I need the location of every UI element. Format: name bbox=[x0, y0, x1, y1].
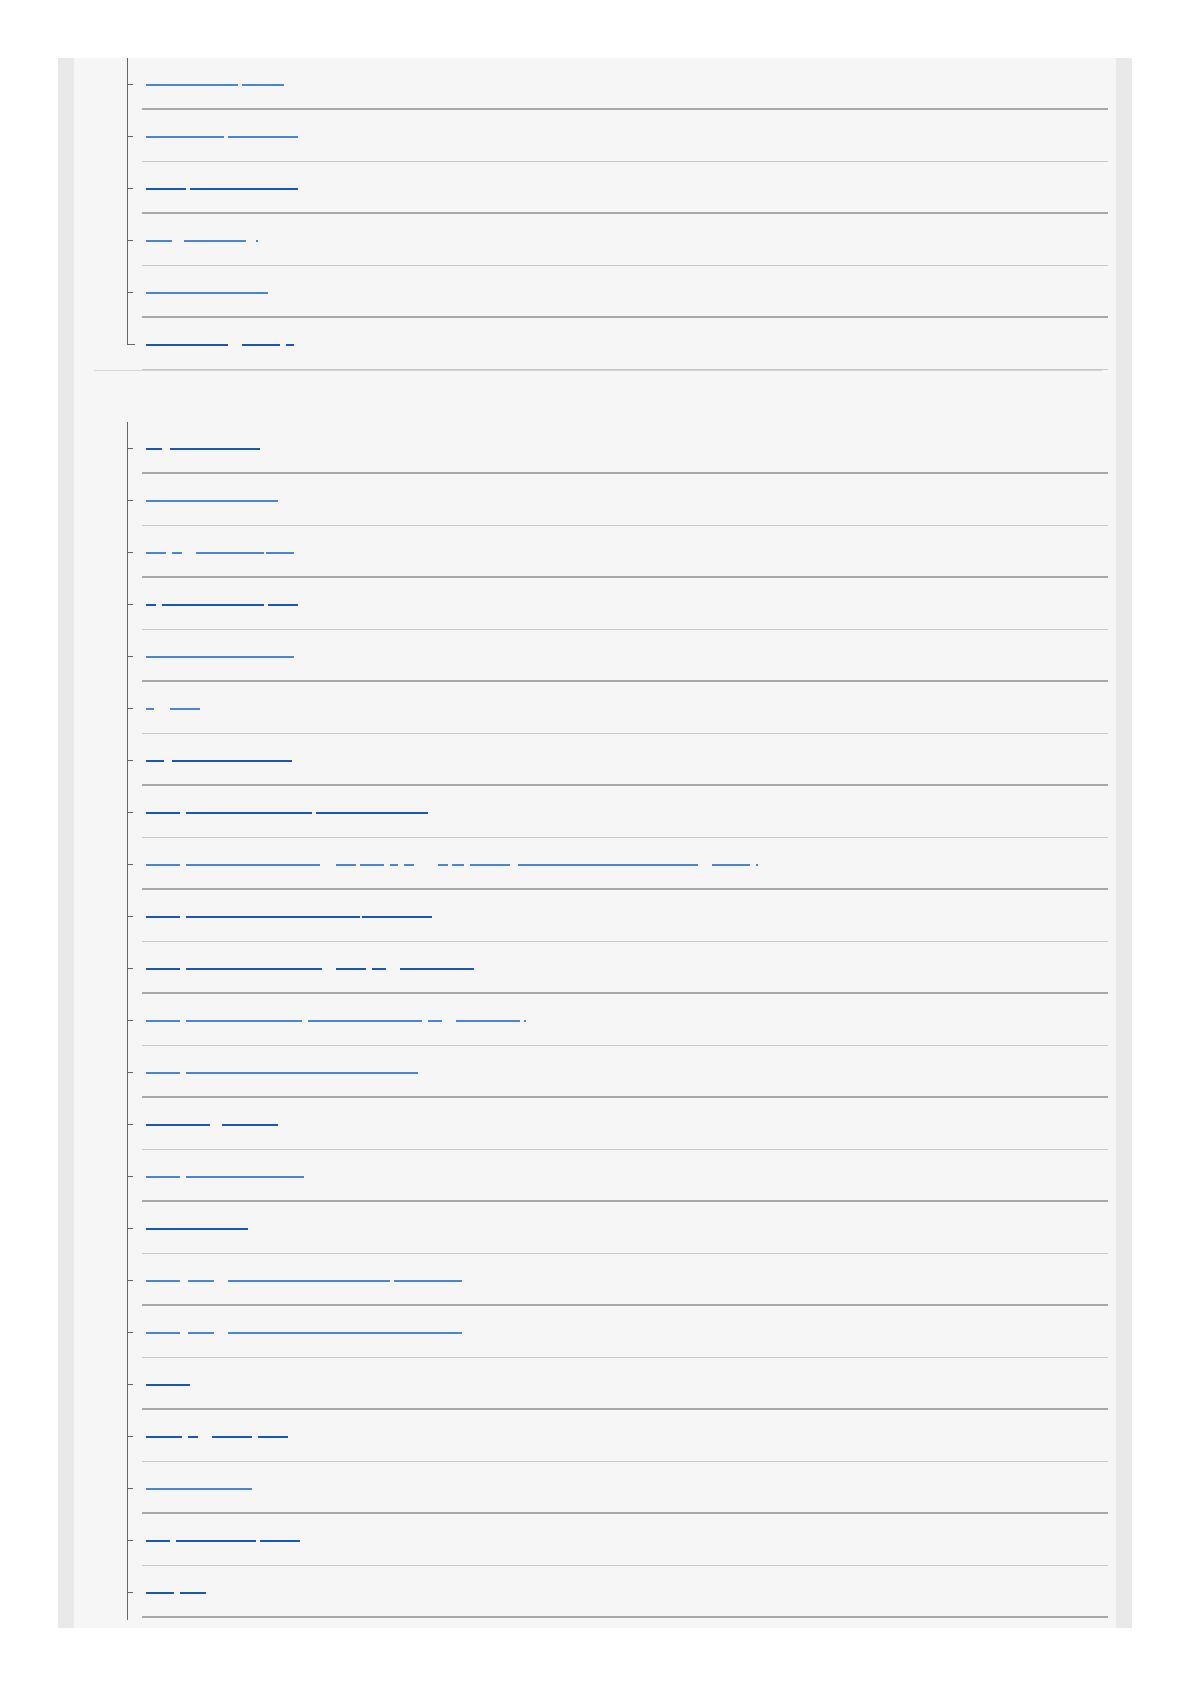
link-underline-segment bbox=[146, 1228, 248, 1230]
toc-item[interactable] bbox=[74, 682, 1116, 734]
toc-panel bbox=[74, 58, 1116, 1628]
toc-item[interactable] bbox=[74, 630, 1116, 682]
link-underline-segment bbox=[188, 1332, 214, 1334]
link-underline-segment bbox=[172, 760, 292, 762]
toc-item[interactable] bbox=[74, 1150, 1116, 1202]
link-underline-segment bbox=[452, 864, 464, 866]
link-underline-segment bbox=[400, 968, 474, 970]
link-underline-segment bbox=[360, 864, 384, 866]
link-underline-segment bbox=[228, 136, 298, 138]
toc-item[interactable] bbox=[74, 526, 1116, 578]
toc-item[interactable] bbox=[74, 266, 1116, 318]
link-underline-segment bbox=[146, 1488, 252, 1490]
toc-item[interactable] bbox=[74, 578, 1116, 630]
link-underline-segment bbox=[146, 812, 180, 814]
link-underline-segment bbox=[316, 812, 428, 814]
tree-branch bbox=[127, 604, 133, 605]
link-underline-segment bbox=[172, 552, 182, 554]
toc-item[interactable] bbox=[74, 422, 1116, 474]
toc-item[interactable] bbox=[74, 58, 1116, 110]
link-underline-segment bbox=[266, 552, 294, 554]
link-underline-segment bbox=[336, 864, 356, 866]
link-underline-segment bbox=[146, 708, 154, 710]
link-underline-segment bbox=[146, 1072, 180, 1074]
link-underline-segment bbox=[256, 240, 258, 242]
toc-item[interactable] bbox=[74, 942, 1116, 994]
tree-branch bbox=[127, 136, 133, 137]
link-underline-segment bbox=[258, 1436, 288, 1438]
link-underline-segment bbox=[146, 1436, 182, 1438]
link-underline-segment bbox=[146, 656, 294, 658]
link-underline-segment bbox=[456, 1020, 520, 1022]
tree-branch bbox=[127, 84, 133, 85]
link-underline-segment bbox=[186, 1072, 418, 1074]
link-underline-segment bbox=[438, 864, 448, 866]
toc-item[interactable] bbox=[74, 1306, 1116, 1358]
tree-branch bbox=[127, 1384, 133, 1385]
link-underline-segment bbox=[146, 136, 224, 138]
toc-item[interactable] bbox=[74, 994, 1116, 1046]
toc-item[interactable] bbox=[74, 1410, 1116, 1462]
toc-item[interactable] bbox=[74, 1046, 1116, 1098]
toc-item[interactable] bbox=[74, 786, 1116, 838]
link-underline-segment bbox=[146, 968, 180, 970]
link-underline-segment bbox=[186, 968, 322, 970]
toc-item[interactable] bbox=[74, 162, 1116, 214]
tree-branch bbox=[127, 1488, 133, 1489]
toc-item[interactable] bbox=[74, 474, 1116, 526]
tree-branch bbox=[127, 1072, 133, 1073]
link-underline-segment bbox=[146, 916, 180, 918]
toc-item[interactable] bbox=[74, 1462, 1116, 1514]
link-underline-segment bbox=[362, 916, 432, 918]
link-underline-segment bbox=[162, 604, 264, 606]
tree-branch bbox=[127, 708, 133, 709]
link-underline-segment bbox=[186, 916, 360, 918]
tree-branch bbox=[127, 188, 133, 189]
link-underline-segment bbox=[180, 1592, 206, 1594]
toc-item[interactable] bbox=[74, 214, 1116, 266]
link-underline-segment bbox=[228, 1280, 390, 1282]
link-underline-segment bbox=[146, 188, 186, 190]
link-underline-segment bbox=[390, 864, 398, 866]
toc-item[interactable] bbox=[74, 318, 1116, 370]
toc-item[interactable] bbox=[74, 838, 1116, 890]
link-underline-segment bbox=[188, 1436, 198, 1438]
row-separator bbox=[142, 1616, 1108, 1618]
link-underline-segment bbox=[184, 240, 246, 242]
tree-branch bbox=[127, 1592, 133, 1593]
link-underline-segment bbox=[190, 188, 298, 190]
link-underline-segment bbox=[146, 1280, 180, 1282]
tree-branch bbox=[127, 656, 133, 657]
link-underline-segment bbox=[146, 500, 278, 502]
link-underline-segment bbox=[372, 968, 386, 970]
link-underline-segment bbox=[146, 1332, 180, 1334]
link-underline-segment bbox=[146, 552, 166, 554]
tree-branch bbox=[127, 1124, 133, 1125]
link-underline-segment bbox=[146, 1124, 210, 1126]
link-underline-segment bbox=[756, 864, 758, 866]
tree-branch bbox=[127, 1280, 133, 1281]
tree-branch bbox=[127, 240, 133, 241]
link-underline-segment bbox=[188, 1280, 214, 1282]
link-underline-segment bbox=[146, 84, 238, 86]
toc-item[interactable] bbox=[74, 1514, 1116, 1566]
link-underline-segment bbox=[518, 864, 698, 866]
tree-branch bbox=[127, 500, 133, 501]
link-underline-segment bbox=[286, 344, 294, 346]
tree-branch bbox=[127, 916, 133, 917]
toc-item[interactable] bbox=[74, 1566, 1116, 1618]
link-underline-segment bbox=[196, 552, 264, 554]
link-underline-segment bbox=[260, 1540, 300, 1542]
tree-branch bbox=[127, 1540, 133, 1541]
toc-item[interactable] bbox=[74, 1358, 1116, 1410]
link-underline-segment bbox=[242, 344, 280, 346]
tree-branch bbox=[127, 760, 133, 761]
link-underline-segment bbox=[146, 1384, 190, 1386]
link-underline-segment bbox=[228, 1332, 462, 1334]
link-underline-segment bbox=[186, 1176, 304, 1178]
tree-branch bbox=[127, 1436, 133, 1437]
link-underline-segment bbox=[146, 344, 228, 346]
link-underline-segment bbox=[146, 1020, 180, 1022]
link-underline-segment bbox=[242, 84, 284, 86]
link-underline-segment bbox=[308, 1020, 422, 1022]
tree-branch bbox=[127, 344, 133, 345]
toc-item[interactable] bbox=[74, 1098, 1116, 1150]
toc-item[interactable] bbox=[74, 110, 1116, 162]
link-underline-segment bbox=[146, 760, 164, 762]
tree-branch bbox=[127, 292, 133, 293]
section-divider bbox=[94, 370, 1102, 371]
toc-item[interactable] bbox=[74, 890, 1116, 942]
link-underline-segment bbox=[146, 1176, 180, 1178]
link-underline-segment bbox=[146, 448, 162, 450]
link-underline-segment bbox=[712, 864, 750, 866]
tree-branch bbox=[127, 552, 133, 553]
link-underline-segment bbox=[336, 968, 366, 970]
tree-branch bbox=[127, 968, 133, 969]
link-underline-segment bbox=[470, 864, 510, 866]
tree-branch bbox=[127, 1176, 133, 1177]
tree-branch bbox=[127, 812, 133, 813]
link-underline-segment bbox=[170, 448, 260, 450]
link-underline-segment bbox=[186, 812, 312, 814]
link-underline-segment bbox=[524, 1020, 526, 1022]
link-underline-segment bbox=[186, 1020, 302, 1022]
toc-item[interactable] bbox=[74, 1202, 1116, 1254]
tree-branch bbox=[127, 1228, 133, 1229]
link-underline-segment bbox=[170, 708, 200, 710]
link-underline-segment bbox=[212, 1436, 252, 1438]
link-underline-segment bbox=[146, 604, 156, 606]
tree-branch bbox=[127, 448, 133, 449]
link-underline-segment bbox=[428, 1020, 442, 1022]
link-underline-segment bbox=[404, 864, 414, 866]
link-underline-segment bbox=[146, 1540, 170, 1542]
link-underline-segment bbox=[146, 864, 180, 866]
link-underline-segment bbox=[176, 1540, 256, 1542]
link-underline-segment bbox=[394, 1280, 462, 1282]
link-underline-segment bbox=[268, 604, 298, 606]
link-underline-segment bbox=[146, 240, 172, 242]
toc-item[interactable] bbox=[74, 1254, 1116, 1306]
link-underline-segment bbox=[146, 292, 268, 294]
link-underline-segment bbox=[146, 1592, 174, 1594]
tree-branch bbox=[127, 864, 133, 865]
toc-item[interactable] bbox=[74, 734, 1116, 786]
tree-branch bbox=[127, 1332, 133, 1333]
link-underline-segment bbox=[186, 864, 320, 866]
tree-branch bbox=[127, 1020, 133, 1021]
link-underline-segment bbox=[222, 1124, 278, 1126]
